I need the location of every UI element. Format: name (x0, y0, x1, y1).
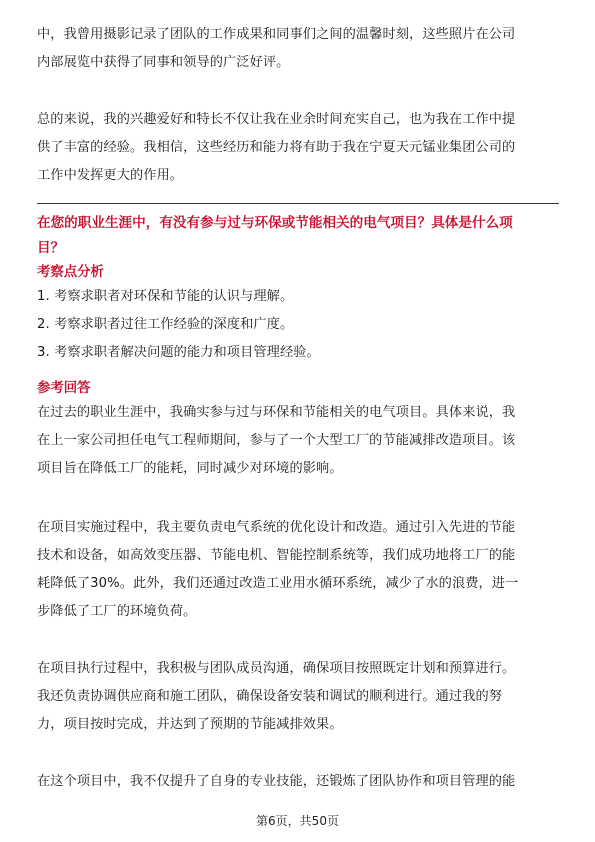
text-line: 耗降低了30%。此外，我们还通过改造工业用水循环系统，减少了水的浪费，进一 (37, 576, 519, 591)
text-line: 力，项目按时完成，并达到了预期的节能减排效果。 (37, 717, 343, 732)
text-line: 我还负责协调供应商和施工团队，确保设备安装和调试的顺利进行。通过我的努 (37, 689, 503, 704)
intro-paragraph-1 (37, 21, 515, 77)
text-line: 总的来说，我的兴趣爱好和特长不仅让我在业余时间充实自己，也为我在工作中提 (37, 112, 516, 127)
text-line: 在这个项目中，我不仅提升了自身的专业技能，还锻炼了团队协作和项目管理的能 (37, 774, 516, 789)
section-divider (37, 203, 559, 204)
answer-paragraph-4 (37, 768, 515, 796)
answer-paragraph-3 (37, 655, 515, 739)
answer-title: 参考回答 (37, 381, 91, 396)
question-line: 在您的职业生涯中，有没有参与过与环保或节能相关的电气项目？具体是什么项 (37, 215, 513, 231)
text-line: 内部展览中获得了同事和领导的广泛好评。 (37, 55, 290, 70)
analysis-item: 3. 考察求职者解决问题的能力和项目管理经验。 (37, 345, 320, 360)
text-line: 项目旨在降低工厂的能耗，同时减少对环境的影响。 (37, 461, 343, 476)
analysis-item: 2. 考察求职者过往工作经验的深度和广度。 (37, 317, 294, 332)
question-line: 目？ (37, 240, 65, 256)
intro-paragraph-2 (37, 106, 515, 190)
text-line: 在上一家公司担任电气工程师期间，参与了一个大型工厂的节能减排改造项目。该 (37, 433, 516, 448)
answer-paragraph-1 (37, 399, 515, 483)
text-line: 在项目执行过程中，我积极与团队成员沟通，确保项目按照既定计划和预算进行。 (37, 661, 516, 676)
text-line: 工作中发挥更大的作用。 (37, 168, 184, 183)
text-line: 在过去的职业生涯中，我确实参与过与环保和节能相关的电气项目。具体来说，我 (37, 405, 516, 420)
text-line: 在项目实施过程中，我主要负责电气系统的优化设计和改造。通过引入先进的节能 (37, 520, 516, 535)
analysis-item: 1. 考察求职者对环保和节能的认识与理解。 (37, 289, 294, 304)
page-footer: 第6页，共50页 (256, 814, 339, 828)
analysis-list (37, 283, 320, 367)
answer-paragraph-2 (37, 514, 518, 626)
text-line: 供了丰富的经验。我相信，这些经历和能力将有助于我在宁夏天元锰业集团公司的 (37, 140, 516, 155)
question-heading (37, 211, 513, 261)
text-line: 步降低了工厂的环境负荷。 (37, 604, 197, 619)
analysis-title: 考察点分析 (37, 265, 104, 280)
text-line: 技术和设备，如高效变压器、节能电机、智能控制系统等，我们成功地将工厂的能 (37, 548, 516, 563)
text-line: 中，我曾用摄影记录了团队的工作成果和同事们之间的温馨时刻，这些照片在公司 (37, 27, 516, 42)
